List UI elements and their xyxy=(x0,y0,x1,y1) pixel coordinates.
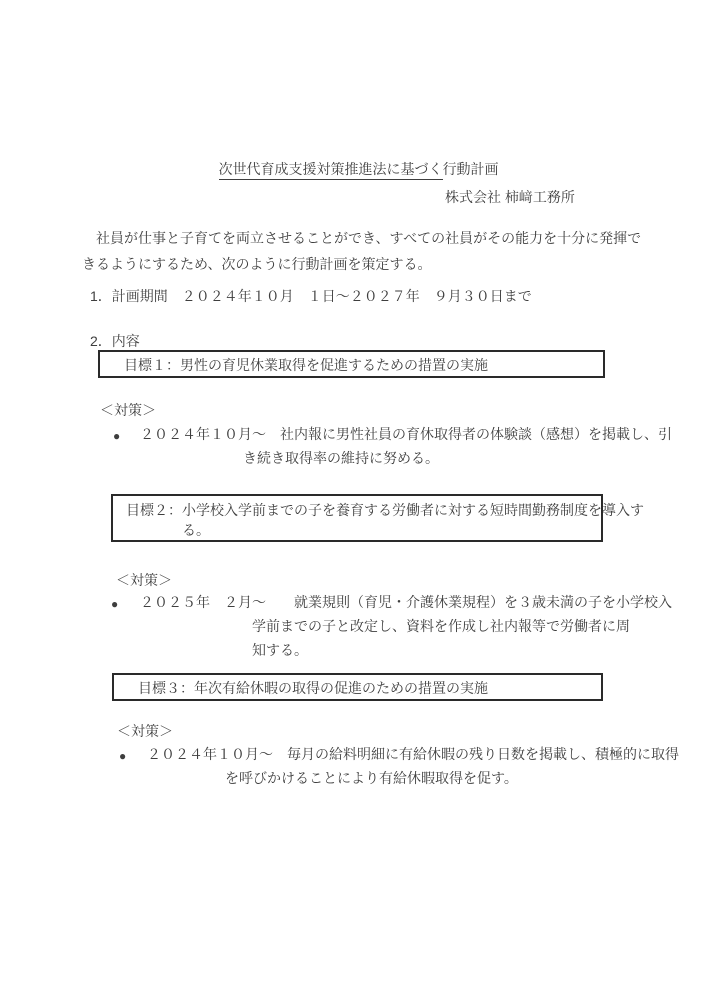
goal2-measure-line1: ２０２５年 ２月～ 就業規則（育児・介護休業規程）を３歳未満の子を小学校入 xyxy=(140,594,672,610)
goal1-box-text: 目標１：男性の育児休業取得を促進するための措置の実施 xyxy=(124,357,488,373)
goal2-box-text-line1: 目標２：小学校入学前までの子を養育する労働者に対する短時間勤務制度を導入す xyxy=(126,502,644,518)
plan-period-line: 1．計画期間 ２０２４年１０月 １日～２０２７年 ９月３０日まで xyxy=(90,288,532,304)
document-title-rest: 行動計画 xyxy=(442,161,499,177)
goal2-box xyxy=(111,494,644,542)
intro-paragraph-line1: 社員が仕事と子育てを両立させることができ、すべての社員がその能力を十分に発揮で xyxy=(82,230,642,246)
intro-paragraph-line2: きるようにするため、次のように行動計画を策定する。 xyxy=(82,256,432,272)
goal1-box xyxy=(98,350,605,378)
goal1-measure-line1: ２０２４年１０月～ 社内報に男性社員の育休取得者の体験談（感想）を掲載し、引 xyxy=(140,426,672,442)
goal1-taisaku-label: ＜対策＞ xyxy=(100,402,156,418)
document-title-underlined-part: 次世代育成支援対策推進法に基づく xyxy=(219,161,443,180)
goal3-measure-line2: を呼びかけることにより有給休暇取得を促す。 xyxy=(225,770,518,786)
goal3-bullet-icon: ● xyxy=(119,749,127,763)
goal2-bullet-icon: ● xyxy=(111,597,119,611)
goal2-box-text-line2: る。 xyxy=(182,522,210,538)
goal2-measure-line3: 知する。 xyxy=(252,642,308,658)
goal3-box-text: 目標３：年次有給休暇の取得の促進のための措置の実施 xyxy=(138,680,488,696)
goal3-box xyxy=(112,673,603,701)
goal2-measure-line2: 学前までの子と改定し、資料を作成し社内報等で労働者に周 xyxy=(252,618,630,634)
goal1-bullet-icon: ● xyxy=(113,429,121,443)
goal1-measure-line2: き続き取得率の維持に努める。 xyxy=(243,450,439,466)
goal2-taisaku-label: ＜対策＞ xyxy=(116,572,172,588)
company-name: 株式会社 柿﨑工務所 xyxy=(445,189,575,205)
contents-heading: 2．内容 xyxy=(90,333,140,349)
goal3-taisaku-label: ＜対策＞ xyxy=(117,723,173,739)
goal3-measure-line1: ２０２４年１０月～ 毎月の給料明細に有給休暇の残り日数を掲載し、積極的に取得 xyxy=(147,746,679,762)
